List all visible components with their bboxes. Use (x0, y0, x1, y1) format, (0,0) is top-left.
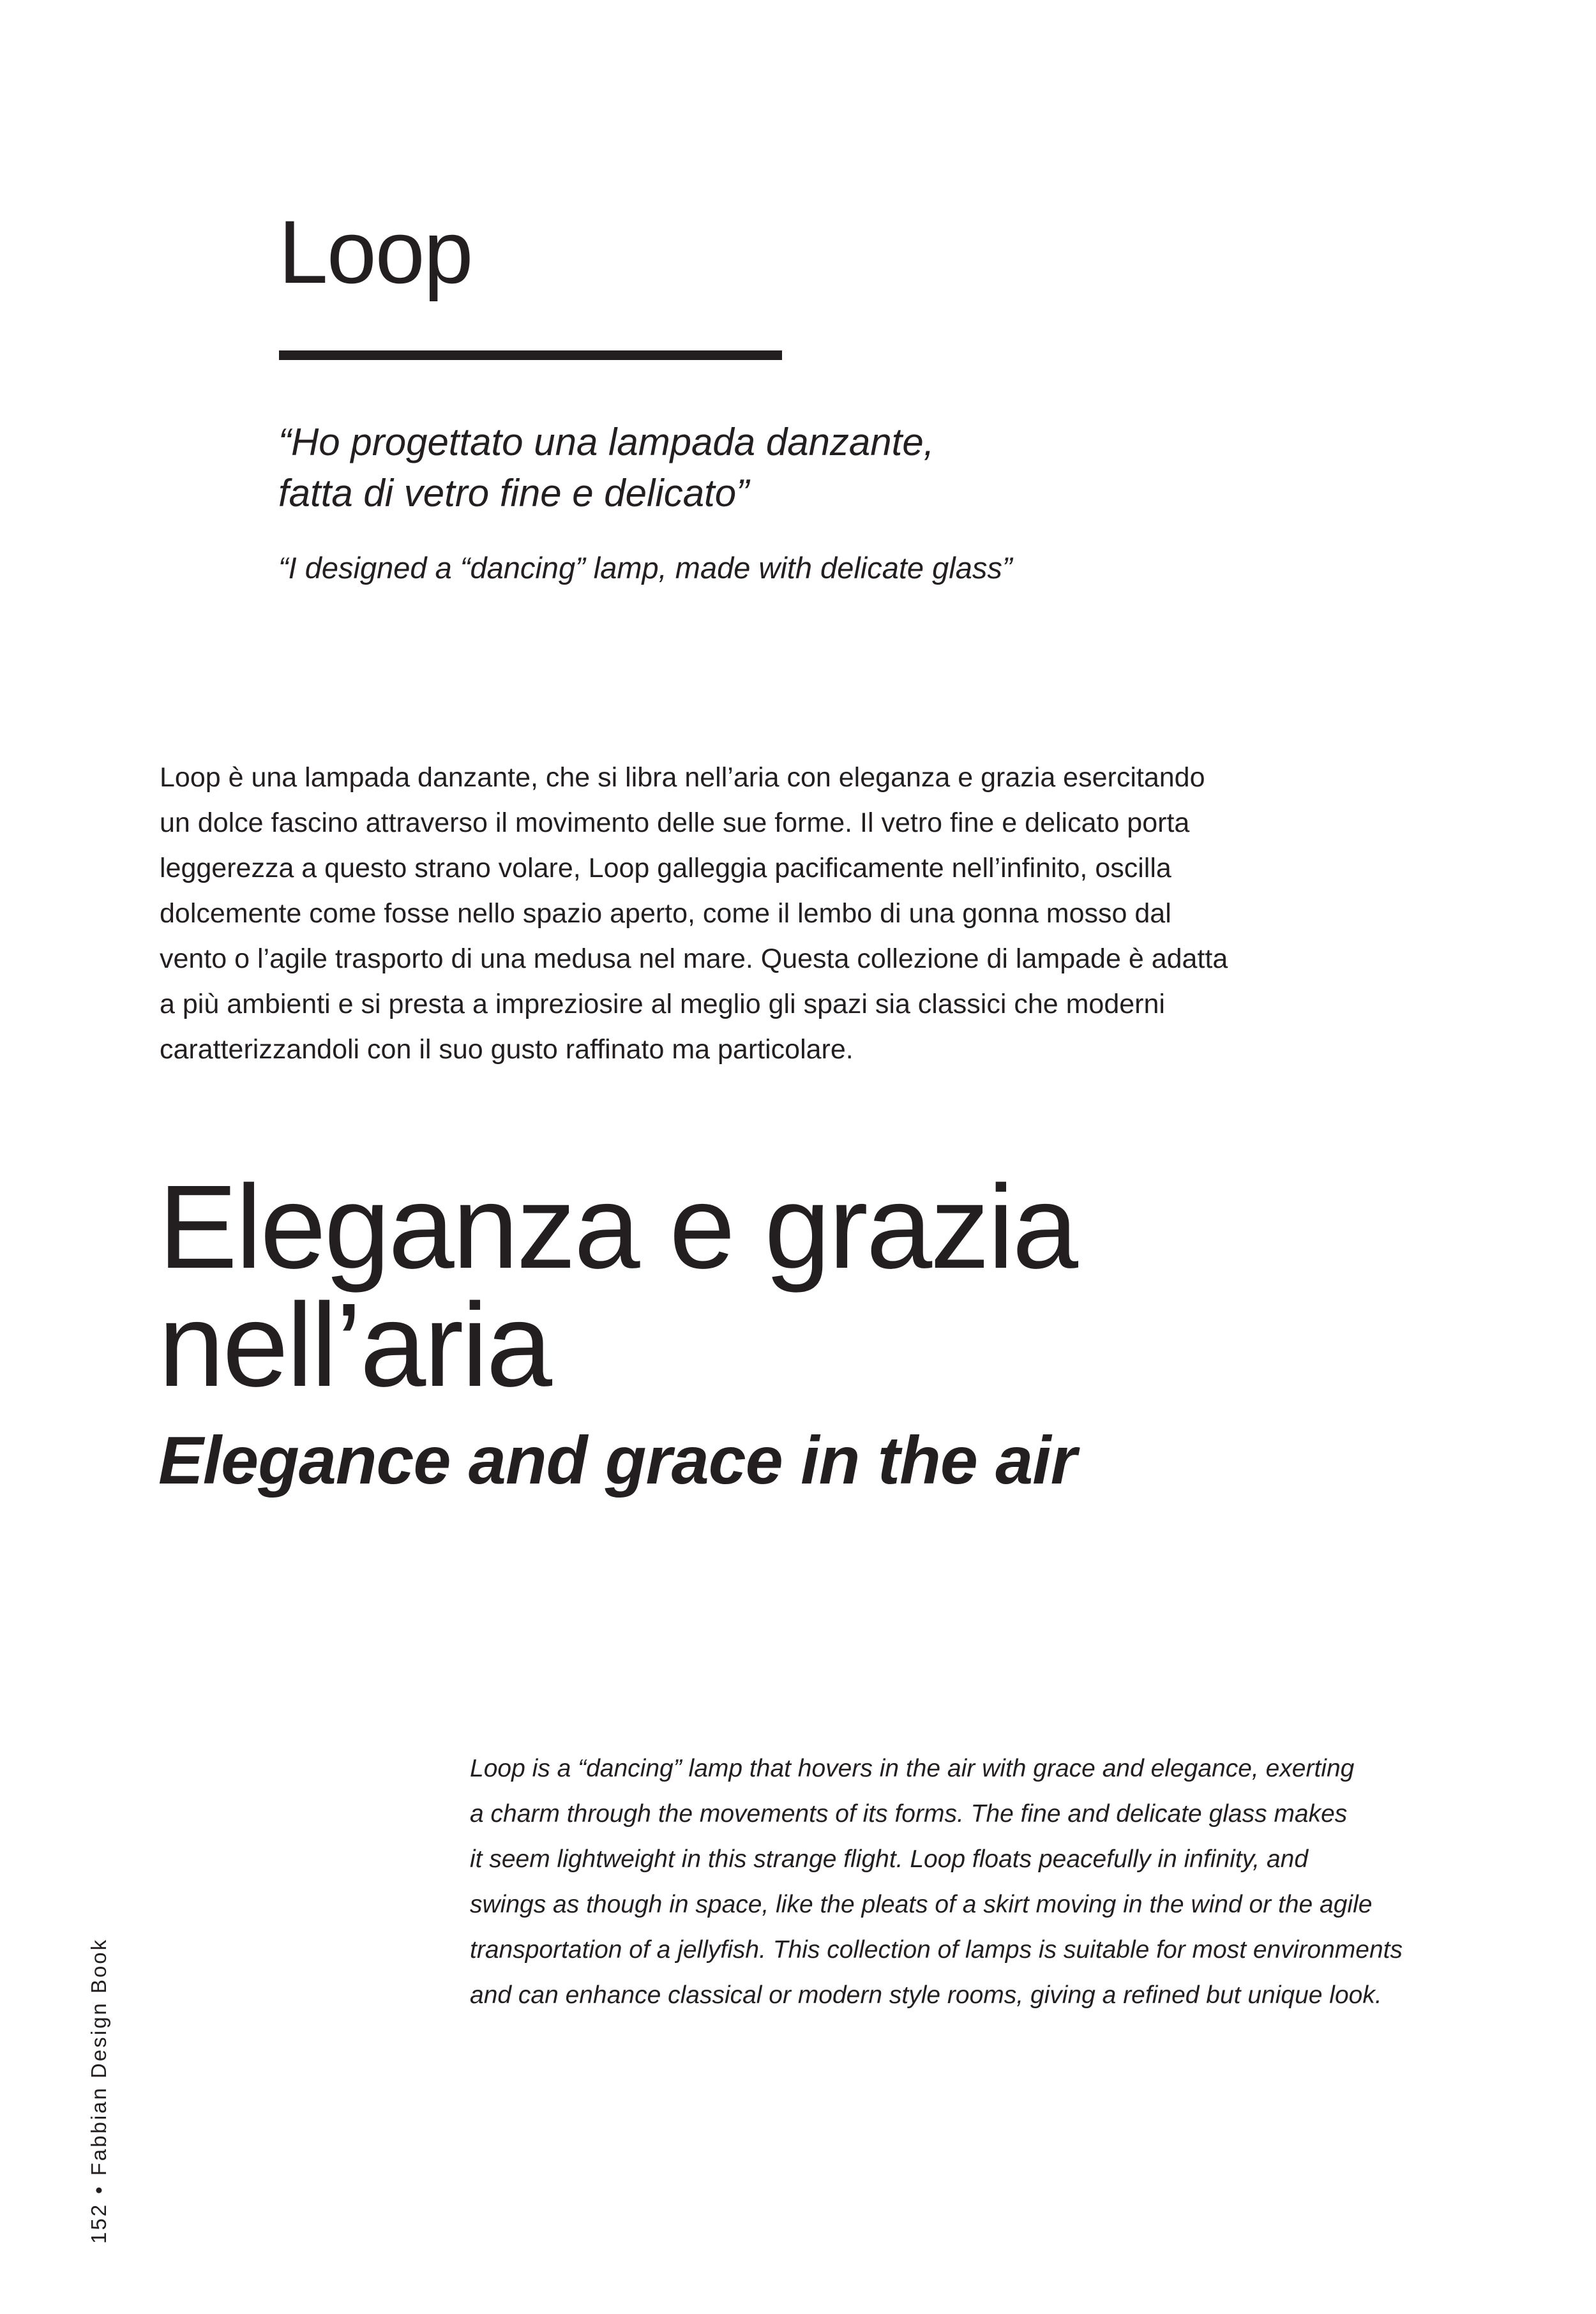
quote-english: “I designed a “dancing” lamp, made with delicate glass” (278, 551, 1013, 585)
folio-separator: • (87, 2184, 110, 2194)
quote-italian (278, 417, 1236, 519)
body-text-italian (160, 755, 1309, 1072)
body-italian-line: Loop è una lampada danzante, che si libra nell’aria con eleganza e grazia esercitando (160, 762, 1205, 793)
headline-line: Eleganza e grazia (158, 1161, 1076, 1293)
body-italian-line: vento o l’agile trasporto di una medusa nel mare. Questa collezione di lampade è adatta (160, 943, 1228, 974)
page-title: Loop (278, 202, 472, 302)
quote-italian-line: fatta di vetro fine e delicato” (278, 472, 749, 515)
body-italian-line: a più ambienti e si presta a impreziosire al meglio gli spazi sia classici che moderni (160, 989, 1165, 1019)
book-title: Fabbian Design Book (87, 1937, 110, 2176)
body-italian-line: caratterizzandoli con il suo gusto raffinato ma particolare. (160, 1034, 854, 1065)
body-english-line: swings as though in space, like the pleats of a skirt moving in the wind or the agile (470, 1891, 1373, 1918)
page-number: 152 (87, 2202, 110, 2244)
section-subheadline: Elegance and grace in the air (158, 1423, 1076, 1498)
page-folio (88, 1938, 109, 2244)
body-italian-line: leggerezza a questo strano volare, Loop galleggia pacificamente nell’infinito, oscilla (160, 853, 1171, 883)
body-italian-line: un dolce fascino attraverso il movimento delle sue forme. Il vetro fine e delicato porta (160, 808, 1190, 838)
body-english-line: it seem lightweight in this strange flight. Loop floats peacefully in infinity, and (470, 1845, 1309, 1873)
title-underline-rule (279, 350, 782, 360)
headline-line: nell’aria (158, 1279, 551, 1411)
section-headline (158, 1161, 1076, 1411)
body-english-line: Loop is a “dancing” lamp that hovers in the air with grace and elegance, exerting (470, 1755, 1355, 1782)
body-italian-line: dolcemente come fosse nello spazio aperto, come il lembo di una gonna mosso dal (160, 898, 1171, 929)
body-english-line: transportation of a jellyfish. This collection of lamps is suitable for most environments (470, 1936, 1403, 1964)
body-english-line: a charm through the movements of its forms. The fine and delicate glass makes (470, 1800, 1348, 1828)
body-english-line: and can enhance classical or modern style rooms, giving a refined but unique look. (470, 1981, 1382, 2009)
quote-italian-line: “Ho progettato una lampada danzante, (278, 421, 935, 463)
body-text-english (470, 1746, 1491, 2018)
